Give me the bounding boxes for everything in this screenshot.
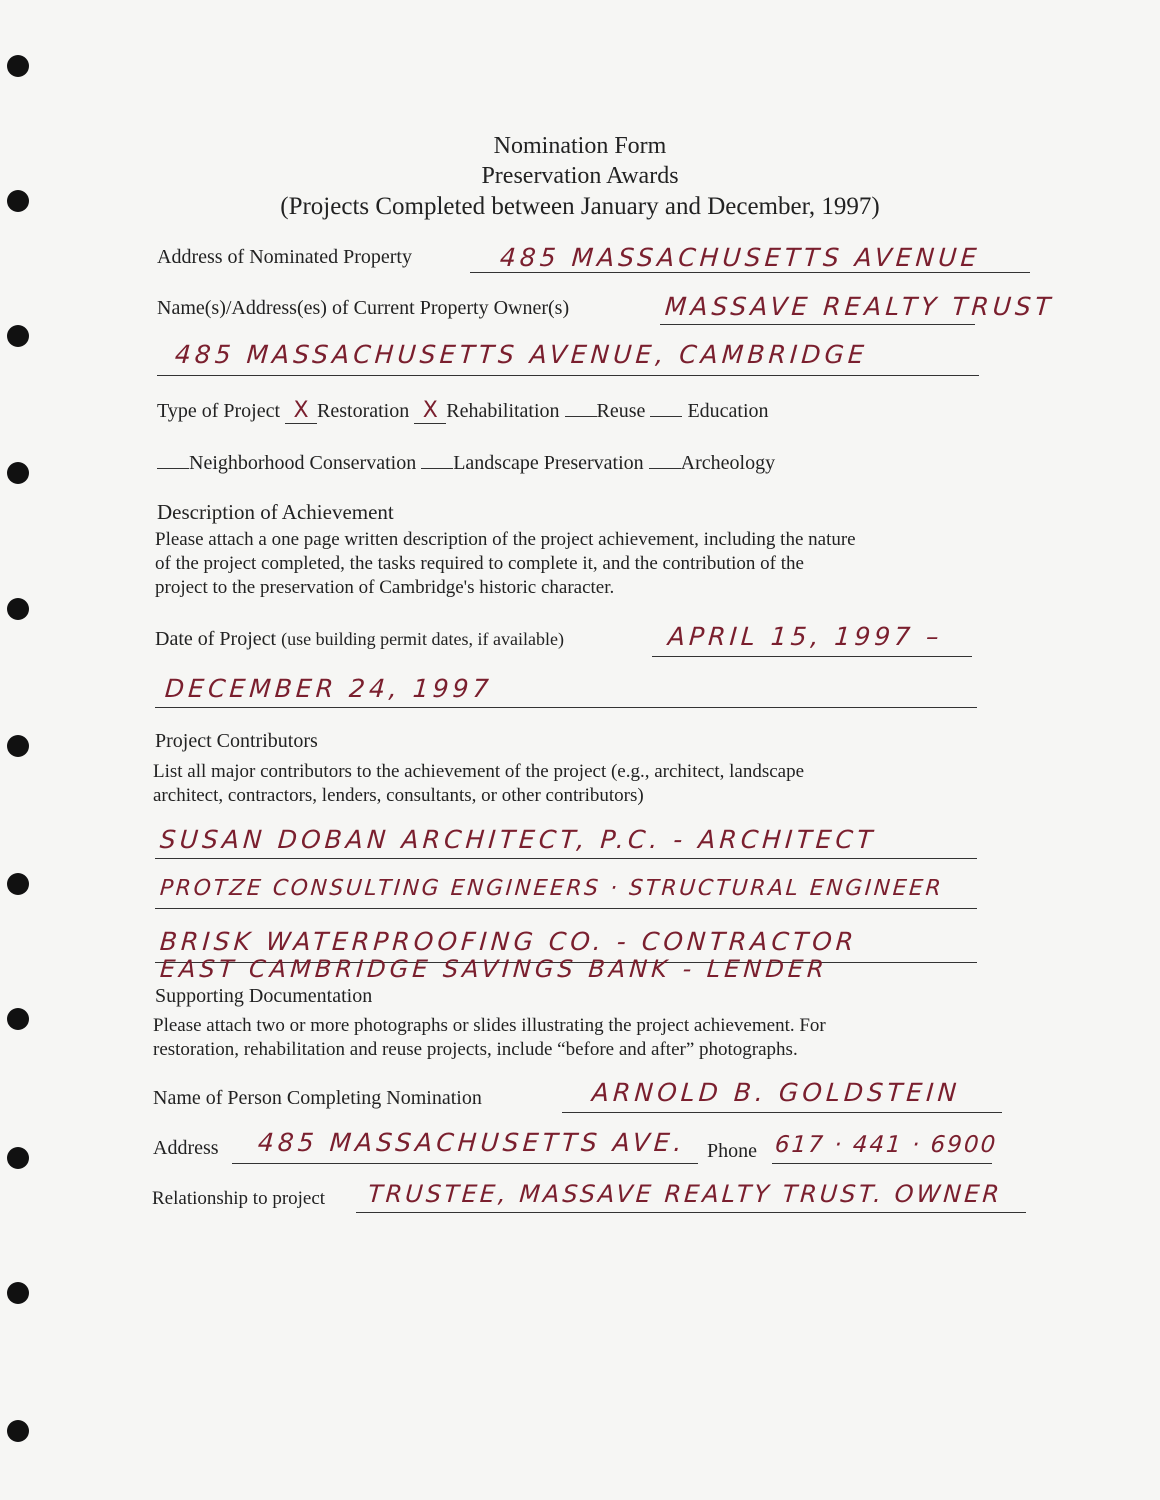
form-period: (Projects Completed between January and December, 1997) (280, 193, 880, 220)
punch-hole (7, 735, 29, 757)
property-address-label: Address of Nominated Property (157, 246, 412, 268)
contributors-instructions: List all major contributors to the achievement of the project (e.g., architect, landscape architect, contractors, lenders, consultants, or other contributors) (153, 761, 805, 806)
address-line (232, 1163, 698, 1164)
date-of-project-label: Date of Project (use building permit dates, if available) (155, 628, 564, 650)
supporting-heading: Supporting Documentation (155, 985, 373, 1007)
education-checkbox[interactable] (650, 416, 682, 417)
punch-hole (7, 55, 29, 77)
archeology-label: Archeology (680, 452, 776, 474)
owner-line-2 (157, 375, 979, 376)
description-instructions: Please attach a one page written description of the project achievement, including the nature of the project completed, the tasks required to complete it, and the contribution of the project to the preservation of Cambridge's historic character. (155, 529, 856, 598)
project-type-label: Type of Project (157, 400, 281, 422)
property-address-line (470, 272, 1030, 273)
contributor-entry-4[interactable]: EAST CAMBRIDGE SAVINGS BANK - LENDER (159, 955, 829, 983)
landscape-preservation-checkbox[interactable] (421, 468, 453, 469)
supporting-instructions: Please attach two or more photographs or slides illustrating the project achievement. For restoration, rehabilitation and reuse projects, include “before and after” photographs. (153, 1015, 826, 1060)
restoration-label: Restoration (317, 400, 410, 422)
contributors-heading: Project Contributors (155, 730, 318, 752)
phone-value[interactable]: 617 · 441 · 6900 (774, 1132, 999, 1158)
form-subtitle: Preservation Awards (481, 163, 679, 189)
contributor-entry-3[interactable]: BRISK WATERPROOFING CO. - CONTRACTOR (158, 927, 859, 956)
date-value-line-2[interactable]: DECEMBER 24, 1997 (163, 674, 494, 703)
punch-hole (7, 1008, 29, 1030)
form-title: Nomination Form (493, 133, 667, 159)
phone-label: Phone (707, 1140, 757, 1162)
punch-hole (7, 325, 29, 347)
owner-label: Name(s)/Address(es) of Current Property Owner(s) (157, 297, 570, 319)
rehabilitation-label: Rehabilitation (446, 400, 560, 422)
nominator-line (562, 1112, 1002, 1113)
contributor-line-2 (155, 908, 977, 909)
reuse-checkbox[interactable] (565, 416, 597, 417)
neighborhood-conservation-label: Neighborhood Conservation (189, 452, 417, 474)
owner-line-1 (660, 324, 975, 325)
contributor-entry-1[interactable]: SUSAN DOBAN ARCHITECT, P.C. - ARCHITECT (158, 825, 878, 854)
punch-hole (7, 462, 29, 484)
punch-hole (7, 1147, 29, 1169)
rehabilitation-checkbox[interactable]: X (414, 398, 446, 424)
property-address-value[interactable]: 485 MASSACHUSETTS AVENUE (498, 243, 982, 272)
landscape-preservation-label: Landscape Preservation (453, 452, 644, 474)
project-type-row-2 (157, 452, 775, 475)
relationship-label: Relationship to project (152, 1188, 326, 1209)
restoration-checkbox[interactable]: X (285, 398, 317, 424)
relationship-value[interactable]: TRUSTEE, MASSAVE REALTY TRUST. OWNER (367, 1180, 1004, 1208)
archeology-checkbox[interactable] (649, 468, 681, 469)
punch-hole (7, 873, 29, 895)
contributor-line-1 (155, 858, 977, 859)
date-line-1 (652, 656, 972, 657)
date-value-line-1[interactable]: APRIL 15, 1997 – (666, 622, 944, 651)
address-value[interactable]: 485 MASSACHUSETTS AVE. (256, 1128, 687, 1157)
relationship-line (356, 1212, 1026, 1213)
punch-hole (7, 1420, 29, 1442)
owner-value-line-1[interactable]: MASSAVE REALTY TRUST (663, 292, 1056, 321)
owner-value-line-2[interactable]: 485 MASSACHUSETTS AVENUE, CAMBRIDGE (173, 340, 869, 369)
address-label: Address (153, 1137, 219, 1159)
punch-hole (7, 598, 29, 620)
nominator-label: Name of Person Completing Nomination (153, 1087, 482, 1109)
project-type-row-1 (157, 398, 769, 424)
reuse-label: Reuse (596, 400, 646, 422)
date-line-2 (155, 707, 977, 708)
phone-line (772, 1163, 992, 1164)
education-label: Education (687, 400, 769, 422)
neighborhood-conservation-checkbox[interactable] (157, 468, 189, 469)
description-heading: Description of Achievement (157, 500, 394, 524)
nominator-value[interactable]: ARNOLD B. GOLDSTEIN (590, 1078, 962, 1107)
contributor-entry-2[interactable]: PROTZE CONSULTING ENGINEERS · STRUCTURAL ENGINEER (159, 876, 945, 901)
punch-hole (7, 1282, 29, 1304)
